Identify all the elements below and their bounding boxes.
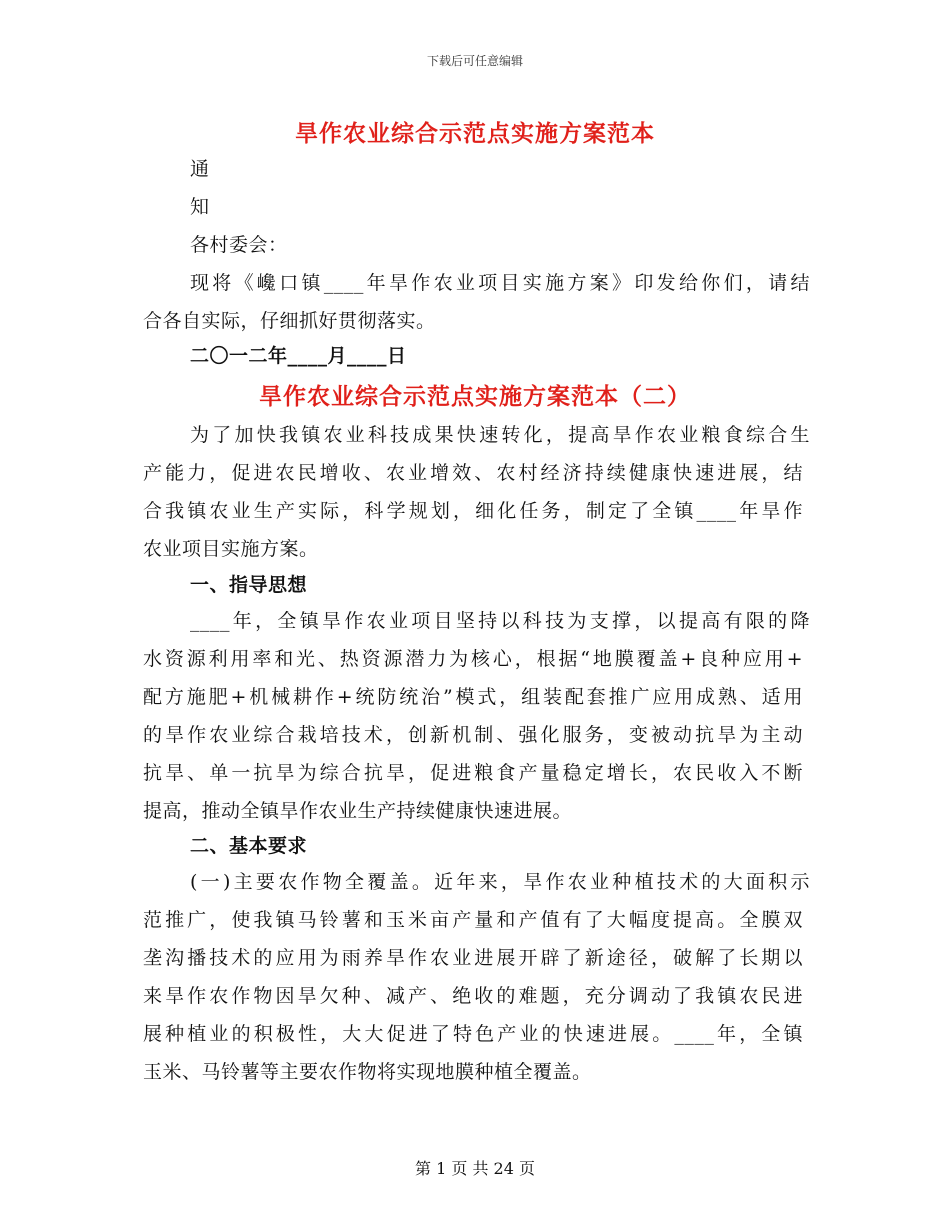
document-title: 旱作农业综合示范点实施方案范本 (295, 121, 655, 147)
page-header: 下载后可任意编辑 (426, 54, 523, 68)
notice-char: 通 (190, 158, 210, 180)
paragraph-line: 来旱作农作物因旱欠种、减产、绝收的难题，充分调动了我镇农民进 (143, 985, 803, 1007)
paragraph-line: 展种植业的积极性，大大促进了特色产业的快速进展。____年，全镇 (143, 1023, 803, 1045)
paragraph-line: 的旱作农业综合栽培技术，创新机制、强化服务，变被动抗旱为主动 (143, 724, 803, 746)
paragraph-line: ____年，全镇旱作农业项目坚持以科技为支撑，以提高有限的降 (190, 610, 810, 632)
paragraph-line: 水资源利用率和光、热资源潜力为核心，根据“地膜覆盖+良种应用+ (143, 648, 803, 670)
paragraph-line: 玉米、马铃薯等主要农作物将实现地膜种植全覆盖。 (143, 1061, 592, 1083)
paragraph-line: 合各自实际，仔细抓好贯彻落实。 (143, 310, 436, 332)
paragraph-line: 产能力，促进农民增收、农业增效、农村经济持续健康快速进展，结 (143, 462, 803, 484)
paragraph-line: 为了加快我镇农业科技成果快速转化，提高旱作农业粮食综合生 (190, 424, 810, 446)
document-title-2: 旱作农业综合示范点实施方案范本（二） (259, 384, 691, 410)
paragraph-line: 现将《巉口镇____年旱作农业项目实施方案》印发给你们，请结 (190, 272, 810, 294)
date-line: 二〇一二年____月____日 (190, 345, 407, 367)
paragraph-line: 提高，推动全镇旱作农业生产持续健康快速进展。 (143, 800, 573, 822)
section-heading: 二、基本要求 (190, 835, 308, 857)
paragraph-line: 合我镇农业生产实际，科学规划，细化任务，制定了全镇____年旱作 (143, 500, 803, 522)
paragraph-line: 垄沟播技术的应用为雨养旱作农业进展开辟了新途径，破解了长期以 (143, 947, 803, 969)
paragraph-line: 抗旱、单一抗旱为综合抗旱，促进粮食产量稳定增长，农民收入不断 (143, 762, 803, 784)
salutation: 各村委会： (190, 234, 288, 256)
paragraph-line: 范推广，使我镇马铃薯和玉米亩产量和产值有了大幅度提高。全膜双 (143, 909, 803, 931)
paragraph-line: (一)主要农作物全覆盖。近年来，旱作农业种植技术的大面积示 (190, 871, 810, 893)
page-footer: 第 1 页 共 24 页 (415, 1159, 535, 1178)
section-heading: 一、指导思想 (190, 574, 308, 596)
paragraph-line: 农业项目实施方案。 (143, 538, 319, 560)
paragraph-line: 配方施肥+机械耕作+统防统治”模式，组装配套推广应用成熟、适用 (143, 686, 803, 708)
notice-char: 知 (190, 196, 210, 218)
